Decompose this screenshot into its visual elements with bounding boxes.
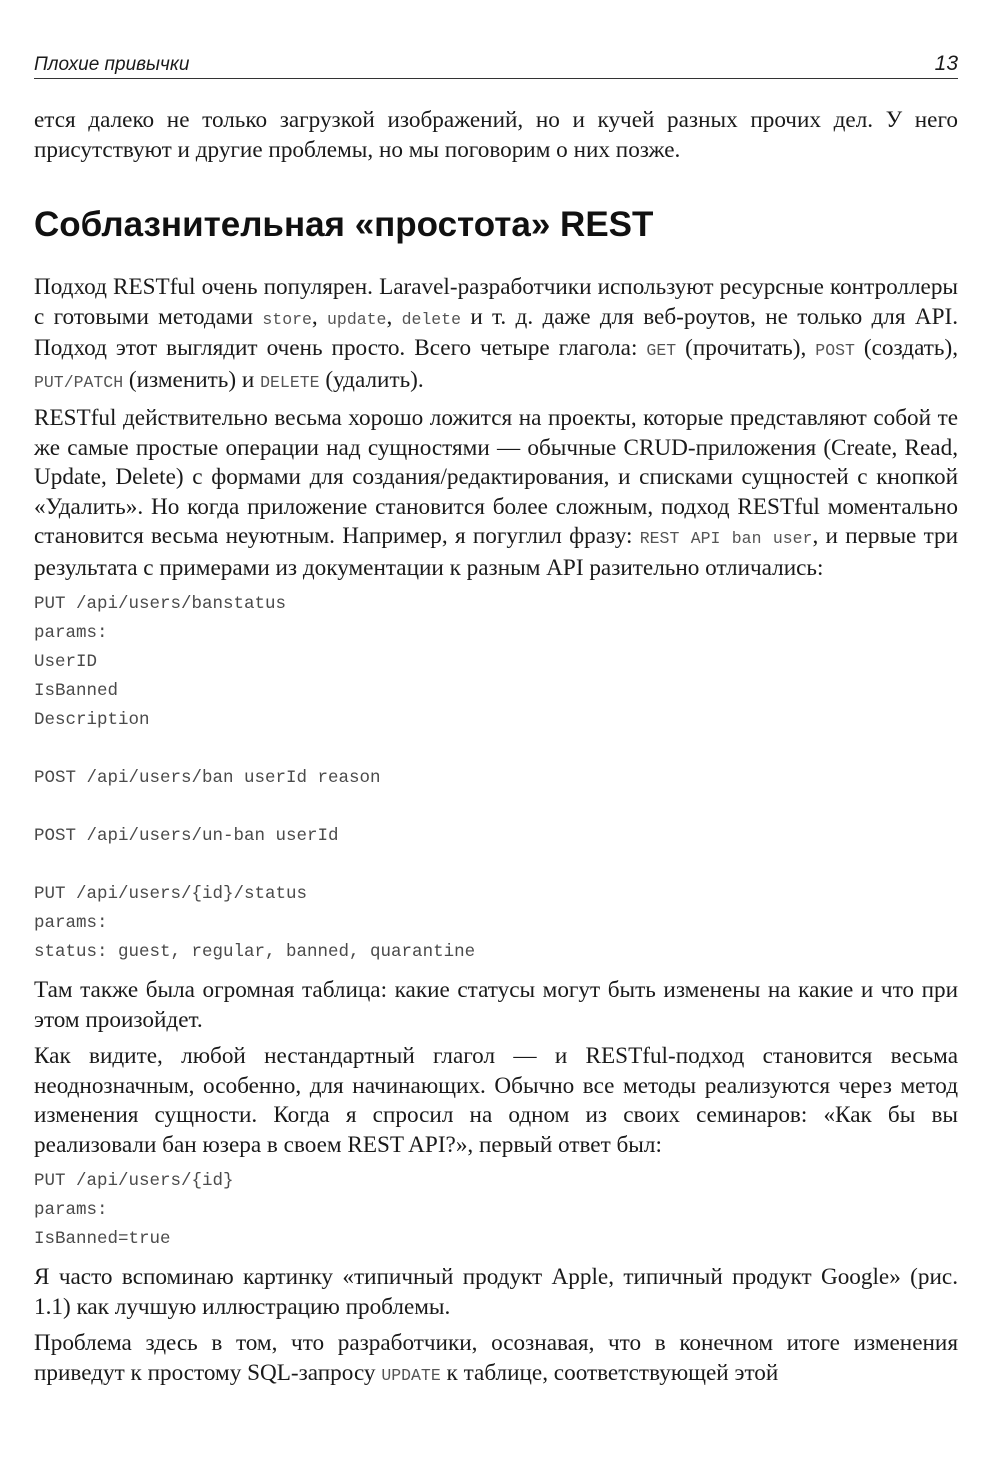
text-run: (удалить).	[319, 366, 424, 393]
inline-code-sql-update: UPDATE	[381, 1365, 441, 1385]
text-run: Проблема здесь в том, что разработчики, осознавая, что в конечном итоге изменения приведут к простому SQL-запросу	[34, 1330, 958, 1386]
text-run: , и первые три результата с примерами из документации к разным API разительно отличались:	[34, 523, 958, 581]
running-header	[34, 52, 958, 79]
paragraph-crud	[34, 404, 958, 583]
text-run: RESTful действительно весьма хорошо ложится на проекты, которые представляют собой те же самые простые операции над сущностями — обычные CRUD-приложения (Create, Read, Update, Delete) с формами для создания/редактирования, и списками сущностей с кнопкой «Удалить». Но когда приложение становится более сложным, подход RESTful моментально становится весьма неуютным. Например, я погуглил фразу:	[34, 405, 958, 549]
inline-code-delete-verb: DELETE	[260, 372, 320, 392]
section-heading: Соблазнительная «простота» REST	[34, 205, 654, 244]
paragraph-nonstandard-verb: Как видите, любой нестандартный глагол — и RESTful-подход становится весьма неоднозначным, особенно, для начинающих. Обычно все методы реализуются через метод изменения сущности. Когда я спросил на одном из своих семинаров: «Как бы вы реализовали бан юзера в своем REST API?», первый ответ был:	[34, 1043, 958, 1158]
text-run: ,	[386, 303, 402, 330]
text-run: ,	[311, 303, 328, 330]
code-block-ban-answer: PUT /api/users/{id} params: IsBanned=true	[34, 1171, 234, 1249]
code-block-api-examples: PUT /api/users/banstatus params: UserID IsBanned Description POST /api/users/ban userId reason POST /api/users/un-ban userId PUT /api/users/{id}/status params: status: guest, regular, banned, quarantine	[34, 594, 476, 962]
page-body	[34, 106, 958, 1390]
text-run: Подход RESTful очень популярен. Laravel-разработчики используют ресурсные контроллеры с готовыми методами	[34, 274, 958, 330]
inline-code-store: store	[262, 309, 312, 329]
inline-code-update: update	[327, 309, 387, 329]
paragraph-problem	[34, 1329, 958, 1390]
paragraph-apple-google: Я часто вспоминаю картинку «типичный продукт Apple, типичный продукт Google» (рис. 1.1) как лучшую иллюстрацию проблемы.	[34, 1264, 958, 1320]
intro-paragraph: ется далеко не только загрузкой изображений, но и кучей разных прочих дел. У него присутствуют и другие проблемы, но мы поговорим о них позже.	[34, 107, 958, 163]
chapter-title: Плохие привычки	[34, 54, 190, 75]
paragraph-rest-popular	[34, 273, 958, 397]
inline-code-search-phrase: REST API ban user	[639, 529, 813, 548]
text-run: к таблице, соответствующей этой	[440, 1359, 779, 1386]
text-run: и т. д. даже для веб-роутов, не только для API. Подход этот выглядит очень просто. Всего четыре глагола:	[34, 303, 959, 361]
text-run: (изменить) и	[123, 366, 261, 393]
inline-code-post: POST	[815, 341, 855, 360]
inline-code-get: GET	[646, 341, 677, 360]
inline-code-put-patch: PUT/PATCH	[34, 372, 124, 392]
text-run: (прочитать),	[676, 335, 816, 361]
inline-code-delete: delete	[401, 309, 461, 329]
page-number: 13	[934, 52, 958, 75]
text-run: (создать),	[854, 335, 958, 361]
paragraph-status-table: Там также была огромная таблица: какие статусы могут быть изменены на какие и что при этом произойдет.	[34, 977, 958, 1033]
